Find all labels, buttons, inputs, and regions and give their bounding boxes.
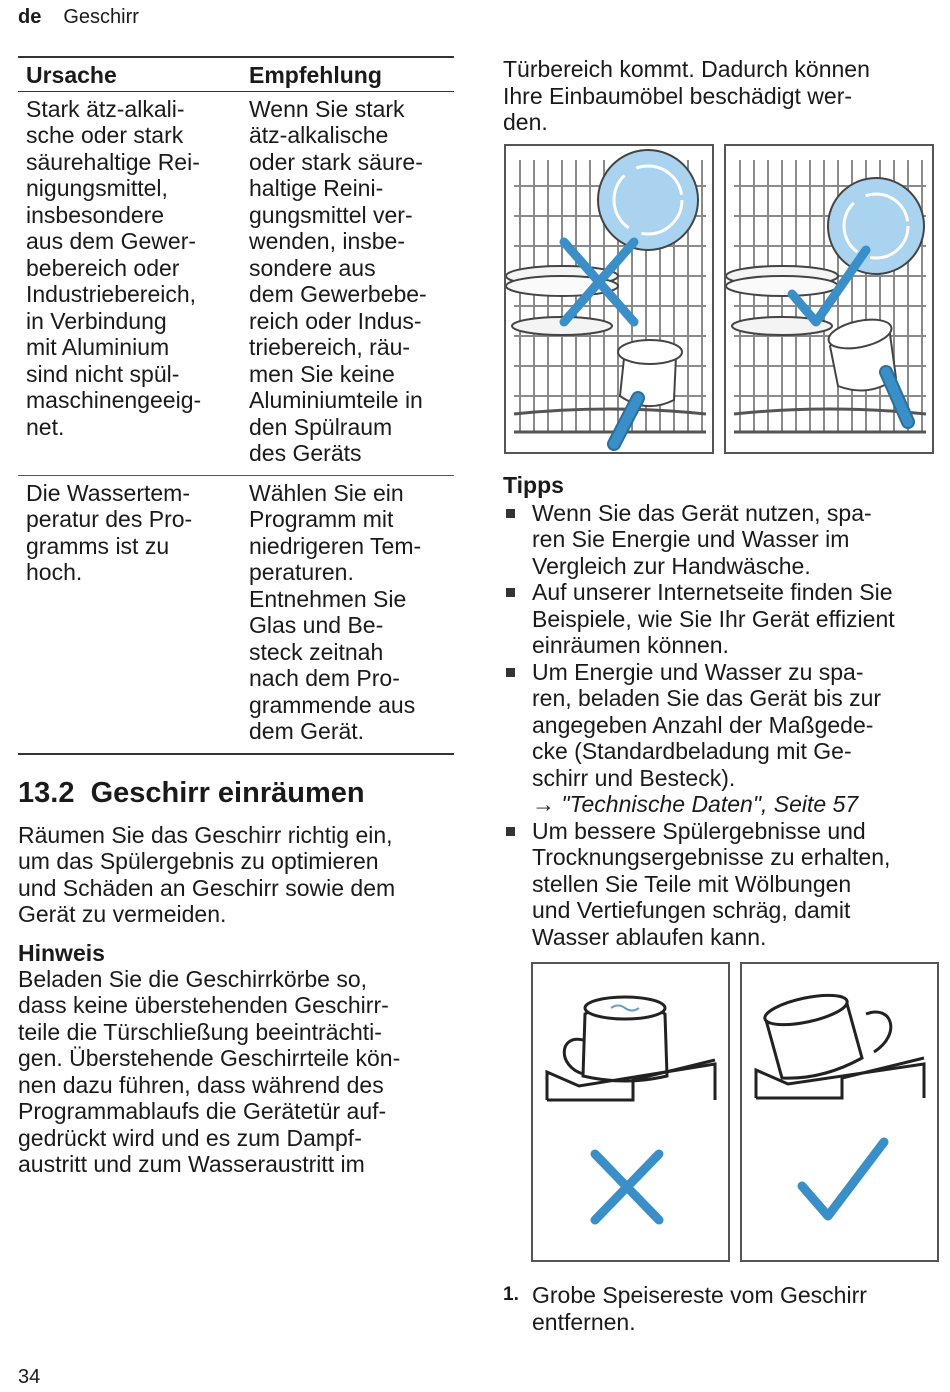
section-intro: Räumen Sie das Geschirr richtig ein, um das Spülergebnis zu optimieren und Schäden an Geschirr sowie dem Gerät zu vermeiden. [18,821,396,927]
note-title: Hinweis [18,939,105,966]
cause-cell: Stark ätz-alkali- sche oder stark säurehaltige Rei- nigungsmittel, insbesondere aus dem Gewer- bebereich oder Industriebereich, in Verbindung mit Aluminium sind nicht spül- maschinengeeig- net. [26,95,202,440]
step-number: 1. [503,1284,519,1305]
tips-title: Tipps [503,471,564,498]
right-column [503,56,943,1335]
cause-cell: Die Wassertem- peratur des Pro- gramms ist zu hoch. [26,479,193,585]
recommendation-cell: Wählen Sie ein Programm mit niedrigeren Tem- peraturen. Entnehmen Sie Glas und Be- steck zeitnah nach dem Pro- grammende aus dem Gerät. [249,479,422,744]
tip-text: Wenn Sie das Gerät nutzen, spa- ren Sie Energie und Wasser im Vergleich zur Handwäsche. [532,499,872,579]
bullet-square-icon [506,668,515,677]
tip-text: Auf unserer Internetseite finden Sie Beispiele, wie Sie Ihr Gerät effizient einräumen können. [532,579,895,658]
page-header [18,6,139,29]
section-title: Geschirr einräumen [90,776,365,809]
list-item [503,818,943,951]
loading-illustration-cups [531,962,943,1262]
steps-list [503,1282,943,1335]
bullet-square-icon [506,827,515,836]
table-row [18,91,454,475]
cup-wrong-figure [531,962,730,1262]
step-text: Grobe Speisereste vom Geschirr entfernen. [532,1282,867,1335]
loading-illustration-basket [504,144,943,454]
header-cause: Ursache [18,57,241,91]
chapter-name: Geschirr [63,6,139,28]
header-recommendation: Empfehlung [241,57,454,91]
section-number: 13.2 [18,776,75,809]
bullet-square-icon [506,588,515,597]
tip-text: Um bessere Spülergebnisse und Trocknungsergebnisse zu erhalten, stellen Sie Teile mit Wölbungen und Vertiefungen schräg, damit Wasser ablaufen kann. [532,817,891,950]
list-item [503,1282,943,1335]
note-text-continued: Türbereich kommt. Dadurch können Ihre Einbaumöbel beschädigt wer- den. [503,56,870,135]
cross-reference-link[interactable]: → "Technische Daten", Seite 57 [532,791,859,817]
recommendation-cell: Wenn Sie stark ätz-alkalische oder stark säure- haltige Reini- gungsmittel ver- wenden, insbe- sondere aus dem Gewerbebe- reich oder Indus- triebereich, räu- men Sie keine Aluminiumteile in den Spülraum des Geräts [249,95,427,466]
left-column [18,56,454,1178]
tips-list [503,500,943,951]
bullet-square-icon [506,509,515,518]
section-heading [18,777,454,810]
language-code: de [18,6,42,28]
troubleshooting-table [18,56,454,755]
table-row [18,475,454,754]
tip-text: Um Energie und Wasser zu spa- ren, beladen Sie das Gerät bis zur angegeben Anzahl der Maßgede- cke (Standardbeladung mit Ge- schirr und Besteck). [532,658,882,791]
list-item [503,579,943,659]
basket-wrong-figure [504,144,714,454]
page-number: 34 [18,1366,41,1388]
basket-correct-figure [724,144,934,454]
list-item [503,659,943,818]
cup-correct-figure [740,962,939,1262]
note-text: Beladen Sie die Geschirrkörbe so, dass keine überstehenden Geschirr- teile die Türschließung beeinträchti- gen. Überstehende Geschirrteile kön- nen dazu führen, dass während des Programmablaufs die Gerätetür auf- gedrückt wird und es zum Dampf- austritt und zum Wasseraustritt im [18,965,401,1177]
list-item [503,500,943,580]
